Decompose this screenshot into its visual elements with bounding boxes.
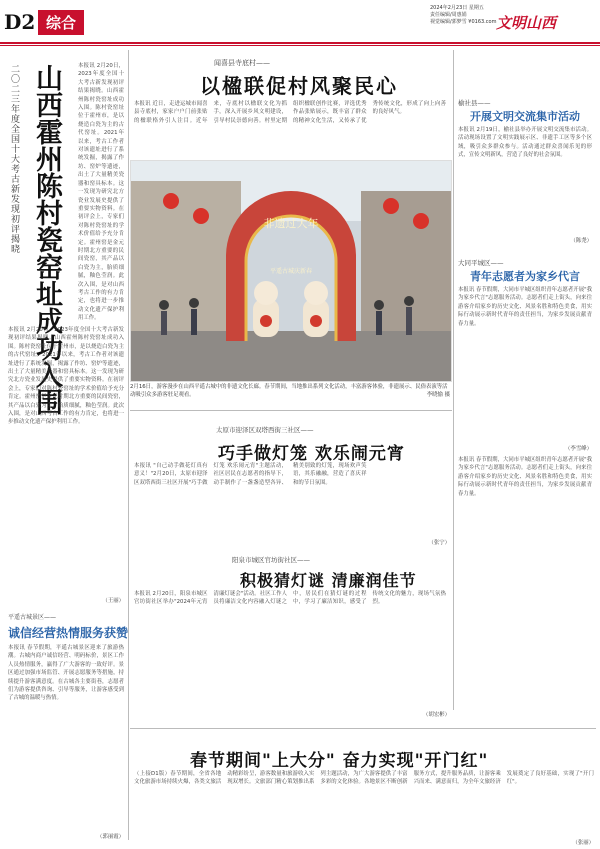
guanfang-title: 积极猜灯谜 清廉润佳节: [240, 571, 417, 590]
lead-body: 本报讯 2月20日，2023年度全国十大考古新发现初评结果揭晓。山西霍州陈村瓷窑址成功入围。陈村瓷窑址位于霍州市，是以烧造白瓷为主的古代窑址。2021年以来，考古工作者对该遗址进行了系统发掘，揭露了作坊、窑炉等遗迹，出土了大量精美瓷器和窑具标本。这一发现为研究北方瓷业发展史提供了重要实物资料。在初评会上，专家们对陈村瓷窑址的学术价值给予充分肯定。霍州窑是金元时期北方重要的民间瓷窑，其产品以白瓷为主，胎质细腻，釉色莹润。此次入围，是对山西考古工作的有力肯定，也将进一步推动文化遗产保护利用工作。: [8, 327, 124, 426]
masthead: [0, 0, 600, 46]
lead-kicker: 二〇二三年度全国十大考古新发现初评揭晓: [9, 64, 19, 254]
meta-line: 视觉编辑/郭梦雪 ¥0163.com: [430, 19, 497, 25]
guanfang-body: 本报讯 2月20日，阳泉市城区官坊街社区举办"2024年元宵清廉灯谜会"活动。社区工作人员将廉洁文化内容融入灯谜之中，居民们在猜灯谜的过程中，学习了廉洁知识，感受了传统文化的魅力，现场气氛热烈。: [134, 591, 446, 606]
yushe-byline: （陈尧）: [570, 238, 592, 244]
section-label: 综合: [38, 10, 84, 35]
bottom-body: （上接D1版）春节期间，全省各地文化旅游市场持续火爆，各类文旅活动精彩纷呈，游客数量和旅游收入实现双增长。文旅部门精心策划推出系列主题活动，为广大游客提供了丰富多彩的文化体验。各地景区不断创新服务方式，提升服务品质，让游客乘兴而来、满意而归，为全年文旅经济发展奠定了良好基础，实现了"开门红"。: [134, 771, 594, 786]
pingyao-byline: （郭丽霞）: [97, 834, 124, 840]
pingyao-title: 诚信经营热情服务获赞: [8, 626, 129, 640]
festival-photo-svg: [131, 161, 451, 381]
shuangta-title: 巧手做灯笼 欢乐闹元宵: [218, 444, 405, 464]
column-divider: [128, 50, 129, 840]
yushe-title: 开展文明交流集市活动: [470, 110, 580, 123]
lead-byline: （王丽）: [102, 598, 124, 604]
yushe-body: 本报讯 2月19日，榆社县举办开展文明交流集市活动。活动现场设置了文明实践展示区、非遗手工区等多个区域，吸引众多群众参与。活动通过群众喜闻乐见的形式，宣传文明新风，营造了良好的社会氛围。: [458, 127, 592, 159]
guanfang-byline: （胡宏彬）: [423, 712, 450, 718]
pingyao-body: 本报讯 春节假期，平遥古城景区迎来了旅游热潮。古城内商户诚信经营、明码标价，景区工作人员热情服务，赢得了广大游客的一致好评。景区通过加强市场监管、开展志愿服务等措施，持续提升游客满意度。在古城各主要街巷，志愿者们为游客提供咨询、引导等服务，让游客感受到了古城的温暖与热情。: [8, 645, 124, 702]
lead-body-top: 本报讯 2月20日，2023年度全国十大考古新发现初评结果揭晓。山西霍州陈村瓷窑址成功入围。陈村瓷窑址位于霍州市，是以烧造白瓷为主的古代窑址。2021年以来，考古工作者对该遗址进行了系统发掘，揭露了作坊、窑炉等遗迹，出土了大量精美瓷器和窑具标本。这一发现为研究北方瓷业发展史提供了重要实物资料。在初评会上，专家们对陈村瓷窑址的学术价值给予充分肯定。霍州窑是金元时期北方重要的民间瓷窑，其产品以白瓷为主，胎质细腻，釉色莹润。此次入围，是对山西考古工作的有力肯定，也将进一步推动文化遗产保护利用工作。: [78, 63, 124, 322]
bottom-byline: （张丽）: [572, 840, 594, 846]
brand-logo: 文明山西: [496, 14, 557, 32]
masthead-rule: [0, 42, 600, 44]
pingcheng-kicker: 大同平城区——: [458, 259, 504, 267]
caption-text: 2月16日，游客漫步在山西平遥古城中的非遗文化长廊。春节期间，当地推出系列文化活动，丰富游客体验，非遗展示、民俗表演等活动吸引众多游客驻足观看。: [130, 384, 448, 398]
photo-caption: [130, 383, 450, 399]
meta-line: 责任编辑/周惠娟: [430, 12, 467, 18]
shuangta-body: 本报讯 "自己动手做花灯真有意义！"2月20日，太原市迎泽区双塔西街三社区开展"巧手做灯笼 欢乐闹元宵"主题活动，社区居民在志愿者的指导下，动手制作了一盏盏造型各异、精美别致的灯笼，现场欢声笑语，其乐融融，营造了喜庆祥和的节日氛围。: [134, 463, 367, 486]
pingyao-kicker: 平遥古城景区——: [8, 614, 57, 621]
guanfang-kicker: 阳泉市城区官坊街社区——: [232, 556, 310, 564]
center-body: 本报讯 近日，走进运城市闻喜县寺底村，家家户户门前张贴的楹联格外引人注目。近年来，寺底村以楹联文化为抓手，深入开展乡风文明建设，引导村民崇德向善。村里定期组织楹联创作比赛，评选优秀作品张贴展示，既丰富了群众的精神文化生活，又传承了优秀传统文化，形成了向上向善的良好风气。: [134, 101, 446, 124]
caption-credit: 李晓愉 摄: [426, 392, 450, 398]
shuangta-byline: （张宁）: [428, 540, 450, 546]
pingcheng-title: 青年志愿者为家乡代言: [470, 270, 580, 283]
yushe-kicker: 榆社县——: [458, 99, 491, 107]
masthead-rule-thin: [0, 45, 600, 46]
section-rule: [130, 728, 596, 729]
shuangta-kicker: 太原市迎泽区双塔西街三社区——: [216, 426, 314, 434]
pingcheng-byline: （李雪峰）: [565, 446, 592, 452]
page-number: D2: [4, 10, 36, 34]
pingcheng-body-cont: 本报讯 春节假期，大同市平城区组织青年志愿者开展"我为家乡代言"志愿服务活动。志愿者们走上街头，向来往游客介绍家乡的历史文化、风景名胜和特色美食，用实际行动展示新时代青年的责任担当，为家乡发展贡献青春力量。: [458, 457, 592, 497]
festival-photo: [130, 160, 452, 382]
center-kicker: 闻喜县寺底村——: [214, 59, 270, 67]
center-title: 以楹联促村风聚民心: [200, 74, 398, 98]
pingcheng-body: 本报讯 春节假期，大同市平城区组织青年志愿者开展"我为家乡代言"志愿服务活动。志愿者们走上街头，向来往游客介绍家乡的历史文化、风景名胜和特色美食，用实际行动展示新时代青年的责任担当，为家乡发展贡献青春力量。: [458, 287, 592, 327]
lead-headline: 山西霍州陈村瓷窑址成功入围: [31, 64, 62, 415]
photo-sign-text: 非遗过大年: [263, 217, 319, 230]
photo-banner-text: 平遥古城庆新春: [269, 268, 313, 275]
section-rule: [130, 410, 452, 411]
column-divider: [453, 50, 454, 710]
meta-line: 2024年2月23日 星期五: [430, 5, 484, 11]
bottom-title: 春节期间"上大分" 奋力实现"开门红": [190, 751, 489, 771]
